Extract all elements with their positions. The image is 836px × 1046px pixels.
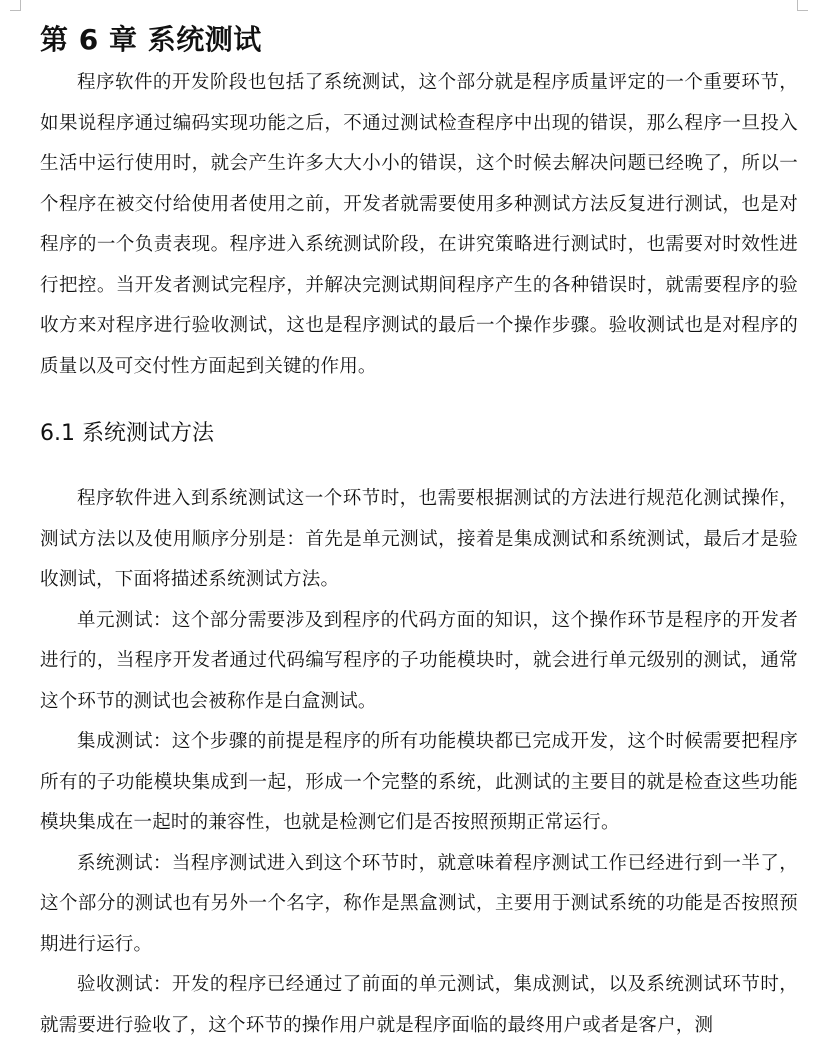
section-paragraph-unit-test: 单元测试：这个部分需要涉及到程序的代码方面的知识，这个操作环节是程序的开发者进行的，当程序开发者通过代码编写程序的子功能模块时，就会进行单元级别的测试，通常这个环节的测试也会被称作是白盒测试。: [40, 609, 798, 712]
section-paragraph-overview: 程序软件进入到系统测试这一个环节时，也需要根据测试的方法进行规范化测试操作，测试方法以及使用顺序分别是：首先是单元测试，接着是集成测试和系统测试，最后才是验收测试，下面将描述系统测试方法。: [40, 488, 798, 590]
document-content: [40, 20, 798, 1046]
section-paragraph-integration-test: 集成测试：这个步骤的前提是程序的所有功能模块都已完成开发，这个时候需要把程序所有的子功能模块集成到一起，形成一个完整的系统，此测试的主要目的就是检查这些功能模块集成在一起时的兼容性，也就是检测它们是否按照预期正常运行。: [40, 731, 798, 833]
section-paragraph-system-test: 系统测试：当程序测试进入到这个环节时，就意味着程序测试工作已经进行到一半了，这个部分的测试也有另外一个名字，称作是黑盒测试，主要用于测试系统的功能是否按照预期进行运行。: [40, 852, 798, 955]
chapter-title: 第 6 章 系统测试: [40, 23, 262, 56]
chapter-intro-paragraph: 程序软件的开发阶段也包括了系统测试，这个部分就是程序质量评定的一个重要环节，如果说程序通过编码实现功能之后，不通过测试检查程序中出现的错误，那么程序一旦投入生活中运行使用时，就会产生许多大大小小的错误，这个时候去解决问题已经晚了，所以一个程序在被交付给使用者使用之前，开发者就需要使用多种测试方法反复进行测试，也是对程序的一个负责表现。程序进入系统测试阶段，在讲究策略进行测试时，也需要对时效性进行把控。当开发者测试完程序，并解决完测试期间程序产生的各种错误时，就需要程序的验收方来对程序进行验收测试，这也是程序测试的最后一个操作步骤。验收测试也是对程序的质量以及可交付性方面起到关键的作用。: [40, 72, 798, 377]
crop-mark-top-left: [10, 0, 21, 11]
section-paragraph-acceptance-test: 验收测试：开发的程序已经通过了前面的单元测试，集成测试，以及系统测试环节时，就需要进行验收了，这个环节的操作用户就是程序面临的最终用户或者是客户，测: [40, 974, 798, 1036]
crop-mark-top-right: [797, 0, 808, 11]
section-title: 6.1 系统测试方法: [40, 421, 214, 446]
